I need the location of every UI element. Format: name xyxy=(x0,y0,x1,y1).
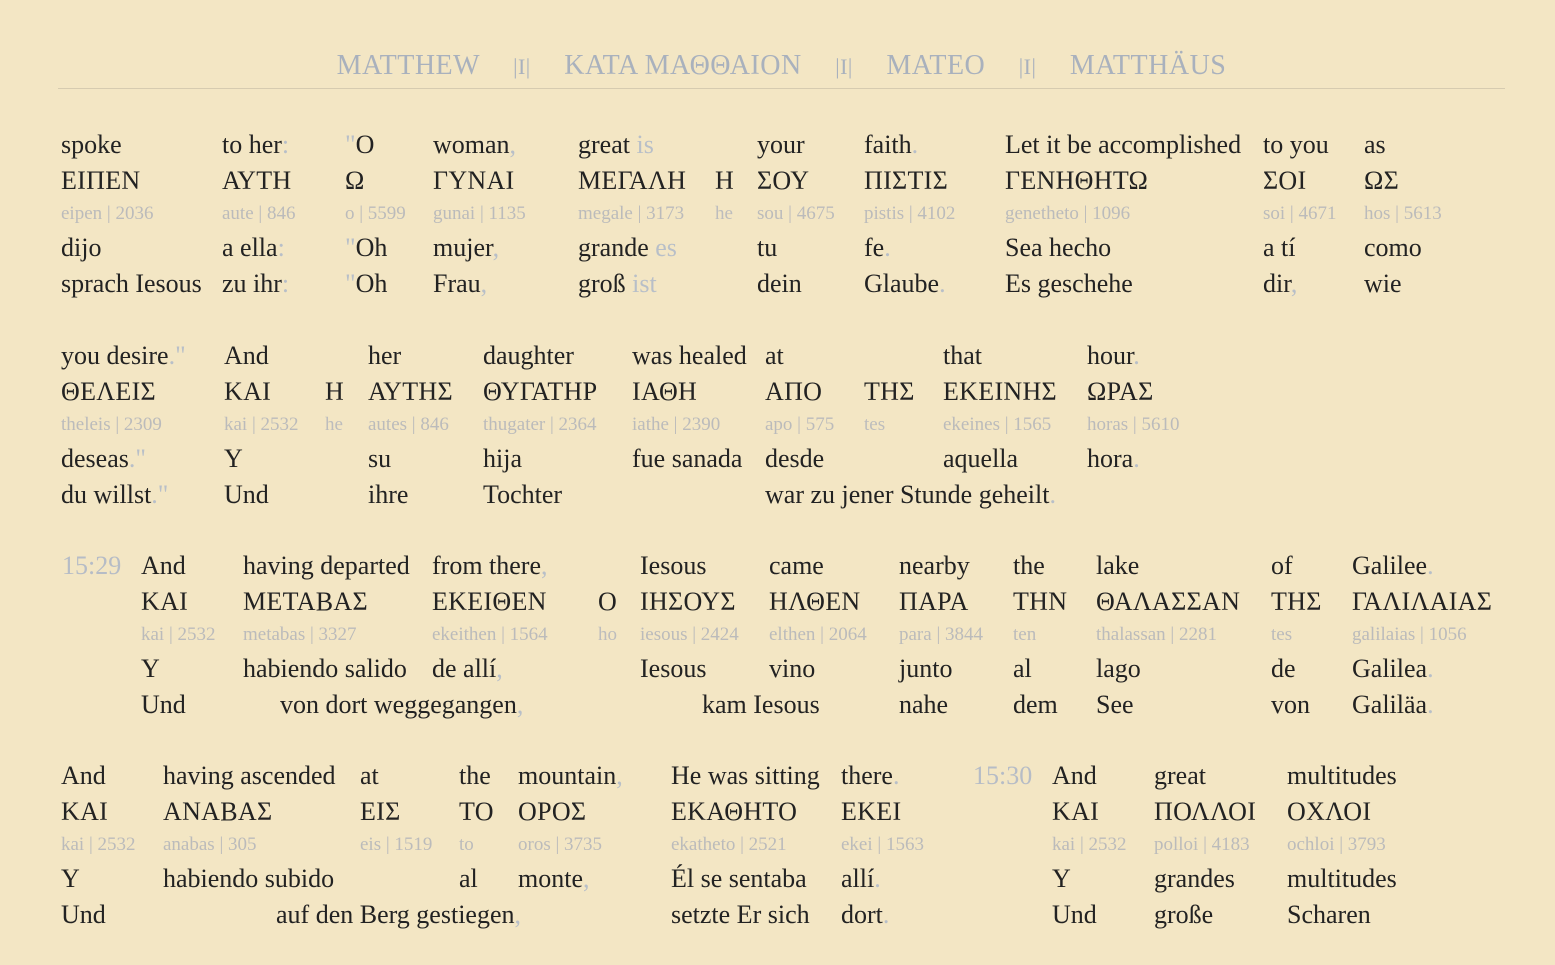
transliteration-strongs: aute | 846 xyxy=(222,203,296,224)
transliteration-strongs: genetheto | 1096 xyxy=(1005,203,1131,224)
greek-word: ΩΡΑΣ xyxy=(1087,377,1154,406)
english-gloss: nearby xyxy=(899,551,970,580)
english-gloss: having ascended xyxy=(163,761,336,790)
english-gloss: great xyxy=(1154,761,1206,790)
transliteration-strongs: theleis | 2309 xyxy=(61,414,162,435)
spanish-gloss: Sea hecho xyxy=(1005,233,1112,262)
spanish-gloss: al xyxy=(1013,654,1032,683)
english-gloss: her xyxy=(368,341,402,370)
english-gloss: Iesous xyxy=(640,551,707,580)
spanish-gloss: "Oh xyxy=(345,233,388,262)
transliteration-strongs: tes xyxy=(864,414,886,435)
title-spanish: MATEO xyxy=(886,50,986,81)
transliteration-strongs: megale | 3173 xyxy=(578,203,685,224)
verse-number: 15:29 xyxy=(62,551,122,580)
transliteration-strongs: soi | 4671 xyxy=(1263,203,1337,224)
german-gloss: Glaube. xyxy=(864,269,946,298)
german-gloss: nahe xyxy=(899,690,949,719)
english-gloss: And xyxy=(1052,761,1097,790)
german-gloss: dir, xyxy=(1263,269,1298,298)
title-greek: ΚΑΤΑ ΜΑΘΘΑΙΟΝ xyxy=(564,50,802,81)
greek-word: ΤΗΣ xyxy=(1271,587,1322,616)
transliteration-strongs: gunai | 1135 xyxy=(433,203,526,224)
english-gloss: hour. xyxy=(1087,341,1140,370)
spanish-gloss: Iesous xyxy=(640,654,707,683)
transliteration-strongs: hos | 5613 xyxy=(1364,203,1442,224)
transliteration-strongs: horas | 5610 xyxy=(1087,414,1180,435)
greek-word: Ω xyxy=(345,166,365,195)
greek-word: ΓΥΝΑΙ xyxy=(433,166,515,195)
greek-word: ΟΧΛΟΙ xyxy=(1287,797,1372,826)
english-gloss: having departed xyxy=(243,551,410,580)
transliteration-strongs: ten xyxy=(1013,624,1037,645)
greek-word: ΘΑΛΑΣΣΑΝ xyxy=(1096,587,1241,616)
greek-word: ΤΗΝ xyxy=(1013,587,1068,616)
transliteration-strongs: polloi | 4183 xyxy=(1154,834,1250,855)
spanish-gloss: aquella xyxy=(943,444,1019,473)
english-gloss: the xyxy=(459,761,491,790)
english-gloss: of xyxy=(1271,551,1293,580)
greek-word: ΓΑΛΙΛΑΙΑΣ xyxy=(1352,587,1493,616)
greek-word: ΘΕΛΕΙΣ xyxy=(61,377,156,406)
transliteration-strongs: autes | 846 xyxy=(368,414,449,435)
greek-word: ΟΡΟΣ xyxy=(518,797,587,826)
greek-word: ΗΛΘΕΝ xyxy=(769,587,861,616)
german-gloss: Und xyxy=(141,690,186,719)
spanish-gloss: Galilea. xyxy=(1352,654,1434,683)
title-english: MATTHEW xyxy=(336,50,480,81)
english-gloss: great is xyxy=(578,130,654,159)
title-separator: |I| xyxy=(835,54,853,79)
german-gloss: dein xyxy=(757,269,802,298)
transliteration-strongs: ekeithen | 1564 xyxy=(432,624,548,645)
transliteration-strongs: metabas | 3327 xyxy=(243,624,357,645)
transliteration-strongs: galilaias | 1056 xyxy=(1352,624,1467,645)
transliteration-strongs: ekeines | 1565 xyxy=(943,414,1052,435)
german-gloss: von dort weggegangen, xyxy=(280,690,524,719)
greek-word: ΠΑΡΑ xyxy=(899,587,969,616)
english-gloss: you desire." xyxy=(61,341,186,370)
english-gloss: to you xyxy=(1263,130,1329,159)
title-german: MATTHÄUS xyxy=(1069,50,1227,81)
greek-word: ΚΑΙ xyxy=(1052,797,1100,826)
english-gloss: that xyxy=(943,341,982,370)
greek-word: ΚΑΙ xyxy=(61,797,109,826)
transliteration-strongs: apo | 575 xyxy=(765,414,835,435)
german-gloss: Galiläa. xyxy=(1352,690,1434,719)
transliteration-strongs: to xyxy=(459,834,474,855)
spanish-gloss: dijo xyxy=(61,233,102,262)
spanish-gloss: su xyxy=(368,444,392,473)
transliteration-strongs: ekei | 1563 xyxy=(841,834,924,855)
greek-word: ΘΥΓΑΤΗΡ xyxy=(483,377,598,406)
spanish-gloss: habiendo salido xyxy=(243,654,407,683)
transliteration-strongs: he xyxy=(715,203,733,224)
greek-word: ΤΗΣ xyxy=(864,377,915,406)
english-gloss: your xyxy=(757,130,805,159)
transliteration-strongs: anabas | 305 xyxy=(163,834,257,855)
german-gloss: Und xyxy=(224,480,269,509)
greek-word: ΕΚΕΙ xyxy=(841,797,902,826)
spanish-gloss: Y xyxy=(141,654,160,683)
transliteration-strongs: ekatheto | 2521 xyxy=(671,834,787,855)
greek-word: ΜΕΤΑΒΑΣ xyxy=(243,587,368,616)
spanish-gloss: grande es xyxy=(578,233,677,262)
greek-word: ΩΣ xyxy=(1364,166,1400,195)
english-gloss: spoke xyxy=(61,130,122,159)
spanish-gloss: junto xyxy=(899,654,953,683)
english-gloss: And xyxy=(61,761,106,790)
greek-word: ΕΙΠΕΝ xyxy=(61,166,141,195)
transliteration-strongs: iathe | 2390 xyxy=(632,414,721,435)
german-gloss: kam Iesous xyxy=(702,690,820,719)
english-gloss: woman, xyxy=(433,130,517,159)
english-gloss: the xyxy=(1013,551,1045,580)
english-gloss: mountain, xyxy=(518,761,623,790)
german-gloss: Und xyxy=(1052,900,1097,929)
greek-word: ΜΕΓΑΛΗ xyxy=(578,166,687,195)
greek-word: ΑΥΤΗ xyxy=(222,166,292,195)
greek-word: ΑΠΟ xyxy=(765,377,823,406)
spanish-gloss: vino xyxy=(769,654,816,683)
english-gloss: Let it be accomplished xyxy=(1005,130,1242,159)
transliteration-strongs: kai | 2532 xyxy=(141,624,216,645)
greek-word: ΤΟ xyxy=(459,797,494,826)
german-gloss: wie xyxy=(1364,269,1402,298)
greek-word: ΑΝΑΒΑΣ xyxy=(163,797,273,826)
transliteration-strongs: ho xyxy=(598,624,617,645)
english-gloss: And xyxy=(224,341,269,370)
spanish-gloss: hora. xyxy=(1087,444,1140,473)
transliteration-strongs: eis | 1519 xyxy=(360,834,433,855)
english-gloss: multitudes xyxy=(1287,761,1397,790)
greek-word: ΕΚΕΙΝΗΣ xyxy=(943,377,1057,406)
german-gloss: Tochter xyxy=(483,480,563,509)
spanish-gloss: a ella: xyxy=(222,233,285,262)
german-gloss: du willst." xyxy=(61,480,169,509)
german-gloss: Und xyxy=(61,900,106,929)
english-gloss: as xyxy=(1364,130,1386,159)
greek-word: ΑΥΤΗΣ xyxy=(368,377,453,406)
greek-word: ΠΟΛΛΟΙ xyxy=(1154,797,1257,826)
greek-word: ΣΟΥ xyxy=(757,166,810,195)
german-gloss: Es geschehe xyxy=(1005,269,1133,298)
greek-word: ΕΙΣ xyxy=(360,797,401,826)
greek-word: ΙΑΘΗ xyxy=(632,377,698,406)
verse-number: 15:30 xyxy=(973,761,1033,790)
spanish-gloss: Él se sentaba xyxy=(671,864,807,893)
german-gloss: See xyxy=(1096,690,1134,719)
english-gloss: there. xyxy=(841,761,900,790)
transliteration-strongs: iesous | 2424 xyxy=(640,624,739,645)
spanish-gloss: multitudes xyxy=(1287,864,1397,893)
transliteration-strongs: pistis | 4102 xyxy=(864,203,956,224)
spanish-gloss: como xyxy=(1364,233,1422,262)
english-gloss: "O xyxy=(345,130,375,159)
transliteration-strongs: tes xyxy=(1271,624,1293,645)
greek-word: Ο xyxy=(598,587,618,616)
english-gloss: lake xyxy=(1096,551,1140,580)
english-gloss: faith. xyxy=(864,130,919,159)
english-gloss: from there, xyxy=(432,551,548,580)
greek-word: ΕΚΕΙΘΕΝ xyxy=(432,587,547,616)
spanish-gloss: grandes xyxy=(1154,864,1235,893)
greek-word: ΣΟΙ xyxy=(1263,166,1307,195)
spanish-gloss: monte, xyxy=(518,864,590,893)
transliteration-strongs: kai | 2532 xyxy=(224,414,299,435)
book-title-header xyxy=(58,46,1505,89)
spanish-gloss: lago xyxy=(1096,654,1141,683)
german-gloss: Scharen xyxy=(1287,900,1371,929)
title-separator: |I| xyxy=(1018,54,1037,79)
transliteration-strongs: para | 3844 xyxy=(899,624,983,645)
german-gloss: große xyxy=(1154,900,1214,929)
english-gloss: at xyxy=(360,761,379,790)
spanish-gloss: fe. xyxy=(864,233,891,262)
german-gloss: "Oh xyxy=(345,269,388,298)
transliteration-strongs: elthen | 2064 xyxy=(769,624,867,645)
greek-word: ΙΗΣΟΥΣ xyxy=(640,587,736,616)
german-gloss: Frau, xyxy=(433,269,488,298)
greek-word: ΓΕΝΗΘΗΤΩ xyxy=(1005,166,1149,195)
spanish-gloss: tu xyxy=(757,233,778,262)
greek-word: ΚΑΙ xyxy=(141,587,189,616)
transliteration-strongs: thalassan | 2281 xyxy=(1096,624,1217,645)
german-gloss: dort. xyxy=(841,900,890,929)
german-gloss: dem xyxy=(1013,690,1058,719)
spanish-gloss: hija xyxy=(483,444,522,473)
english-gloss: at xyxy=(765,341,784,370)
title-separator: |I| xyxy=(513,54,531,79)
german-gloss: setzte Er sich xyxy=(671,900,810,929)
spanish-gloss: a tí xyxy=(1263,233,1296,262)
transliteration-strongs: kai | 2532 xyxy=(61,834,136,855)
english-gloss: He was sitting xyxy=(671,761,820,790)
transliteration-strongs: eipen | 2036 xyxy=(61,203,154,224)
spanish-gloss: de xyxy=(1271,654,1296,683)
spanish-gloss: al xyxy=(459,864,478,893)
spanish-gloss: habiendo subido xyxy=(163,864,335,893)
spanish-gloss: Y xyxy=(61,864,80,893)
transliteration-strongs: oros | 3735 xyxy=(518,834,603,855)
german-gloss: von xyxy=(1271,690,1310,719)
german-gloss: sprach Iesous xyxy=(61,269,202,298)
german-gloss: war zu jener Stunde geheilt. xyxy=(765,480,1056,509)
spanish-gloss: mujer, xyxy=(433,233,500,262)
german-gloss: auf den Berg gestiegen, xyxy=(276,900,521,929)
greek-word: Η xyxy=(325,377,345,406)
english-gloss: was healed xyxy=(632,341,747,370)
transliteration-strongs: ochloi | 3793 xyxy=(1287,834,1386,855)
spanish-gloss: fue sanada xyxy=(632,444,743,473)
greek-word: Η xyxy=(715,166,735,195)
spanish-gloss: Y xyxy=(1052,864,1071,893)
spanish-gloss: deseas." xyxy=(61,444,146,473)
english-gloss: daughter xyxy=(483,341,574,370)
greek-word: ΕΚΑΘΗΤΟ xyxy=(671,797,798,826)
german-gloss: ihre xyxy=(368,480,409,509)
transliteration-strongs: o | 5599 xyxy=(345,203,406,224)
spanish-gloss: de allí, xyxy=(432,654,503,683)
greek-word: ΚΑΙ xyxy=(224,377,272,406)
transliteration-strongs: sou | 4675 xyxy=(757,203,835,224)
transliteration-strongs: he xyxy=(325,414,343,435)
german-gloss: zu ihr: xyxy=(222,269,290,298)
spanish-gloss: allí. xyxy=(841,864,881,893)
transliteration-strongs: kai | 2532 xyxy=(1052,834,1127,855)
english-gloss: Galilee. xyxy=(1352,551,1434,580)
spanish-gloss: Y xyxy=(224,444,243,473)
german-gloss: groß ist xyxy=(578,269,657,298)
spanish-gloss: desde xyxy=(765,444,825,473)
greek-word: ΠΙΣΤΙΣ xyxy=(864,166,949,195)
transliteration-strongs: thugater | 2364 xyxy=(483,414,597,435)
english-gloss: came xyxy=(769,551,824,580)
english-gloss: to her: xyxy=(222,130,290,159)
english-gloss: And xyxy=(141,551,186,580)
